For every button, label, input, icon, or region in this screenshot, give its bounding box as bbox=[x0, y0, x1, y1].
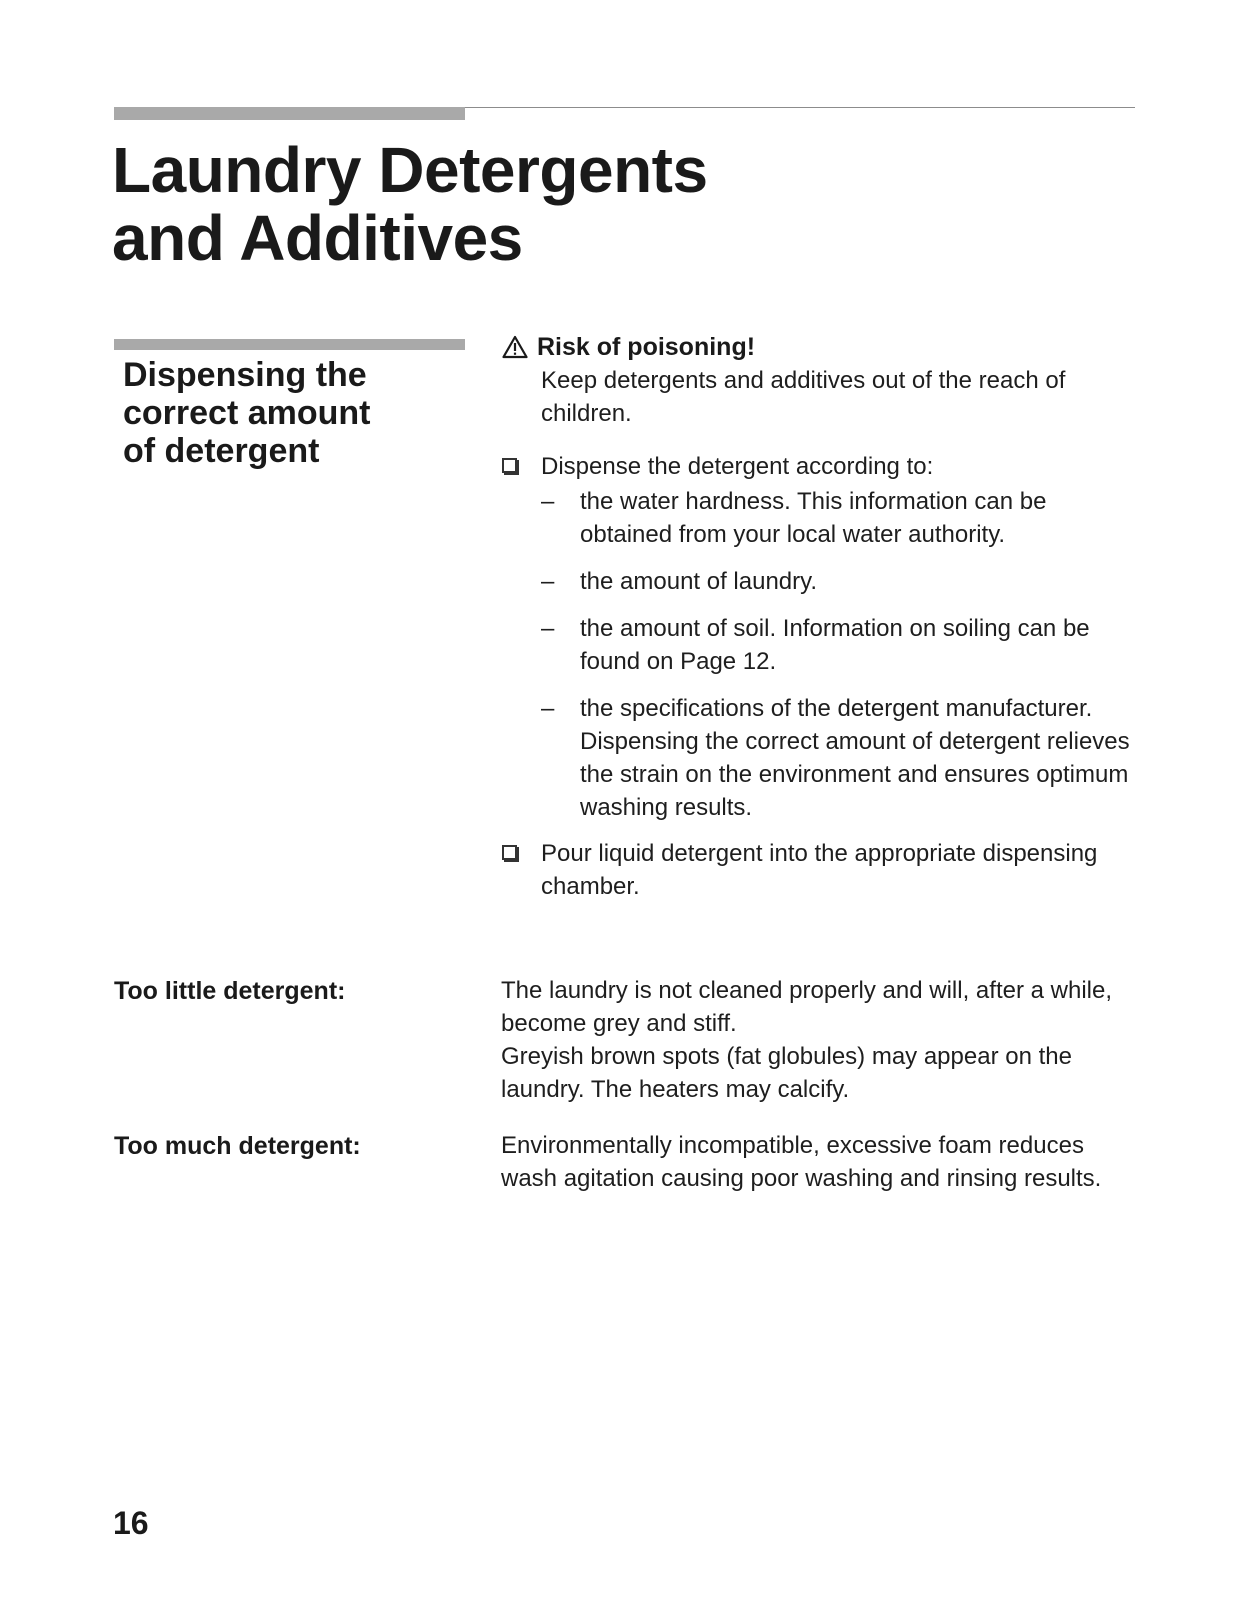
sublist-item-text: the amount of soil. Information on soiling can be found on Page 12. bbox=[580, 615, 1090, 675]
instruction-list bbox=[502, 450, 1142, 903]
dash-bullet-icon: – bbox=[541, 488, 555, 515]
page-title bbox=[112, 136, 708, 272]
instruction-text: Dispense the detergent according to: bbox=[541, 453, 934, 480]
section-heading-line: correct amount bbox=[123, 394, 371, 432]
definition-text: Greyish brown spots (fat globules) may appear on the laundry. The heaters may calcify. bbox=[501, 1043, 1072, 1103]
sublist-item bbox=[541, 692, 1142, 824]
warning-block bbox=[502, 330, 1142, 430]
definition-description bbox=[501, 1129, 1141, 1195]
warning-text: Keep detergents and additives out of the reach of children. bbox=[541, 367, 1066, 427]
instruction-text: Pour liquid detergent into the appropriate dispensing chamber. bbox=[541, 840, 1098, 900]
definition-term: Too little detergent: bbox=[114, 977, 346, 1005]
instruction-sublist bbox=[541, 485, 1142, 824]
section-heading-line: of detergent bbox=[123, 432, 320, 470]
page-number: 16 bbox=[113, 1505, 149, 1541]
section-rule bbox=[114, 339, 465, 350]
definition-text: The laundry is not cleaned properly and will, after a while, become grey and stiff. bbox=[501, 977, 1112, 1037]
definition-term: Too much detergent: bbox=[114, 1132, 361, 1160]
sublist-item-text: the specifications of the detergent manufacturer. Dispensing the correct amount of detergent relieves the strain on the environment and ensures optimum washing results. bbox=[580, 695, 1130, 821]
sublist-item bbox=[541, 565, 1142, 598]
header-rule-thin bbox=[465, 107, 1135, 108]
section-heading bbox=[123, 356, 371, 470]
dash-bullet-icon: – bbox=[541, 615, 555, 642]
checkbox-bullet-icon bbox=[502, 845, 517, 860]
page-title-line: Laundry Detergents bbox=[112, 134, 708, 206]
checkbox-bullet-icon bbox=[502, 458, 517, 473]
dash-bullet-icon: – bbox=[541, 568, 555, 595]
definition-text: Environmentally incompatible, excessive foam reduces wash agitation causing poor washing and rinsing results. bbox=[501, 1132, 1102, 1192]
section-heading-line: Dispensing the bbox=[123, 356, 367, 394]
sublist-item-text: the amount of laundry. bbox=[580, 568, 818, 595]
page-title-line: and Additives bbox=[112, 202, 523, 274]
warning-title: Risk of poisoning! bbox=[537, 333, 756, 361]
sublist-item-text: the water hardness. This information can be obtained from your local water authority. bbox=[580, 488, 1047, 548]
instruction-item bbox=[502, 837, 1142, 903]
definition-description bbox=[501, 974, 1141, 1106]
warning-triangle-icon bbox=[502, 335, 528, 359]
sublist-item bbox=[541, 485, 1142, 551]
instruction-item bbox=[502, 450, 1142, 824]
sublist-item bbox=[541, 612, 1142, 678]
dash-bullet-icon: – bbox=[541, 695, 555, 722]
warning-heading bbox=[502, 330, 1142, 364]
header-rule-thick bbox=[114, 107, 465, 120]
